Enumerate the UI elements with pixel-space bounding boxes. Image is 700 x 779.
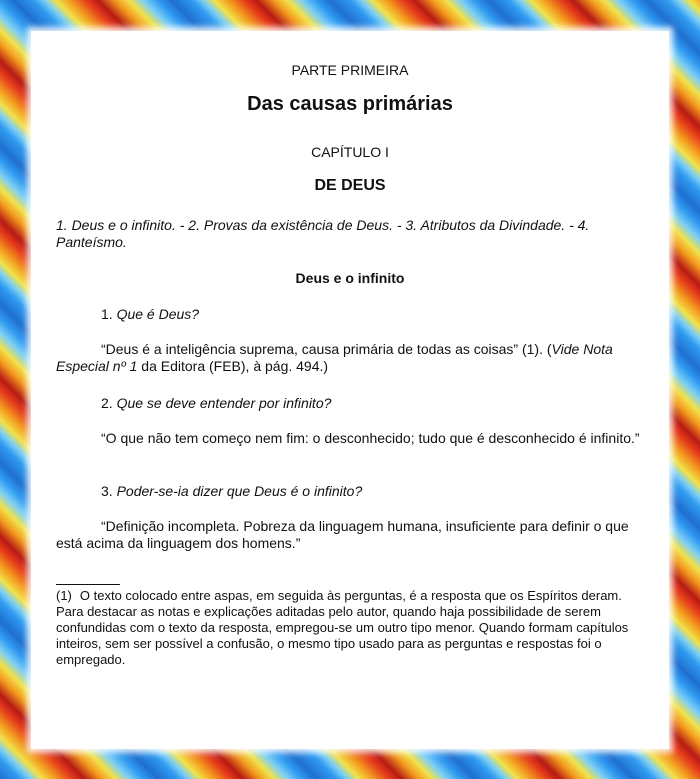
footnote-marker: (1)	[56, 588, 72, 603]
answer-1-text: “Deus é a inteligência suprema, causa primária de todas as coisas” (1). (	[101, 341, 552, 357]
chapter-title: DE DEUS	[314, 177, 386, 194]
question-3-number: 3.	[101, 483, 113, 499]
question-1-number: 1.	[101, 306, 113, 322]
footnote-divider	[56, 584, 120, 585]
section-title: Deus e o infinito	[295, 270, 405, 286]
question-1-text: Que é Deus?	[116, 306, 200, 322]
question-2-number: 2.	[101, 395, 113, 411]
question-1	[101, 306, 199, 322]
question-3-text: Poder-se-ia dizer que Deus é o infinito?	[116, 483, 363, 499]
part-title: Das causas primárias	[247, 93, 453, 115]
book-page	[31, 31, 669, 749]
answer-1	[56, 341, 646, 375]
question-3	[101, 483, 362, 499]
answer-3: “Definição incompleta. Pobreza da linguagem humana, insuficiente para definir o que está acima da linguagem dos homens.”	[56, 518, 629, 551]
footnote	[56, 588, 646, 668]
answer-1-note: Vide Nota Especial nº 1	[56, 341, 613, 374]
footnote-text: O texto colocado entre aspas, em seguida às perguntas, é a resposta que os Espíritos deram. Para destacar as notas e explicações aditadas pelo autor, quando haja possibilidade de serem confundidas com o texto da resposta, empregou-se um outro tipo menor. Quando formam capítulos inteiros, sem ser possível a confusão, o mesmo tipo usado para as perguntas e respostas foi o empregado.	[56, 588, 629, 667]
question-2-text: Que se deve entender por infinito?	[116, 395, 332, 411]
answer-2: “O que não tem começo nem fim: o desconhecido; tudo que é desconhecido é infinito.”	[101, 430, 640, 446]
question-2	[101, 395, 331, 411]
chapter-summary: 1. Deus e o infinito. - 2. Provas da existência de Deus. - 3. Atributos da Divindade. - 4. Panteísmo.	[56, 217, 590, 250]
answer-1-note-rest: da Editora (FEB), à pág. 494.)	[137, 358, 329, 374]
part-heading: PARTE PRIMEIRA	[291, 62, 409, 78]
chapter-heading: CAPÍTULO I	[311, 144, 389, 160]
